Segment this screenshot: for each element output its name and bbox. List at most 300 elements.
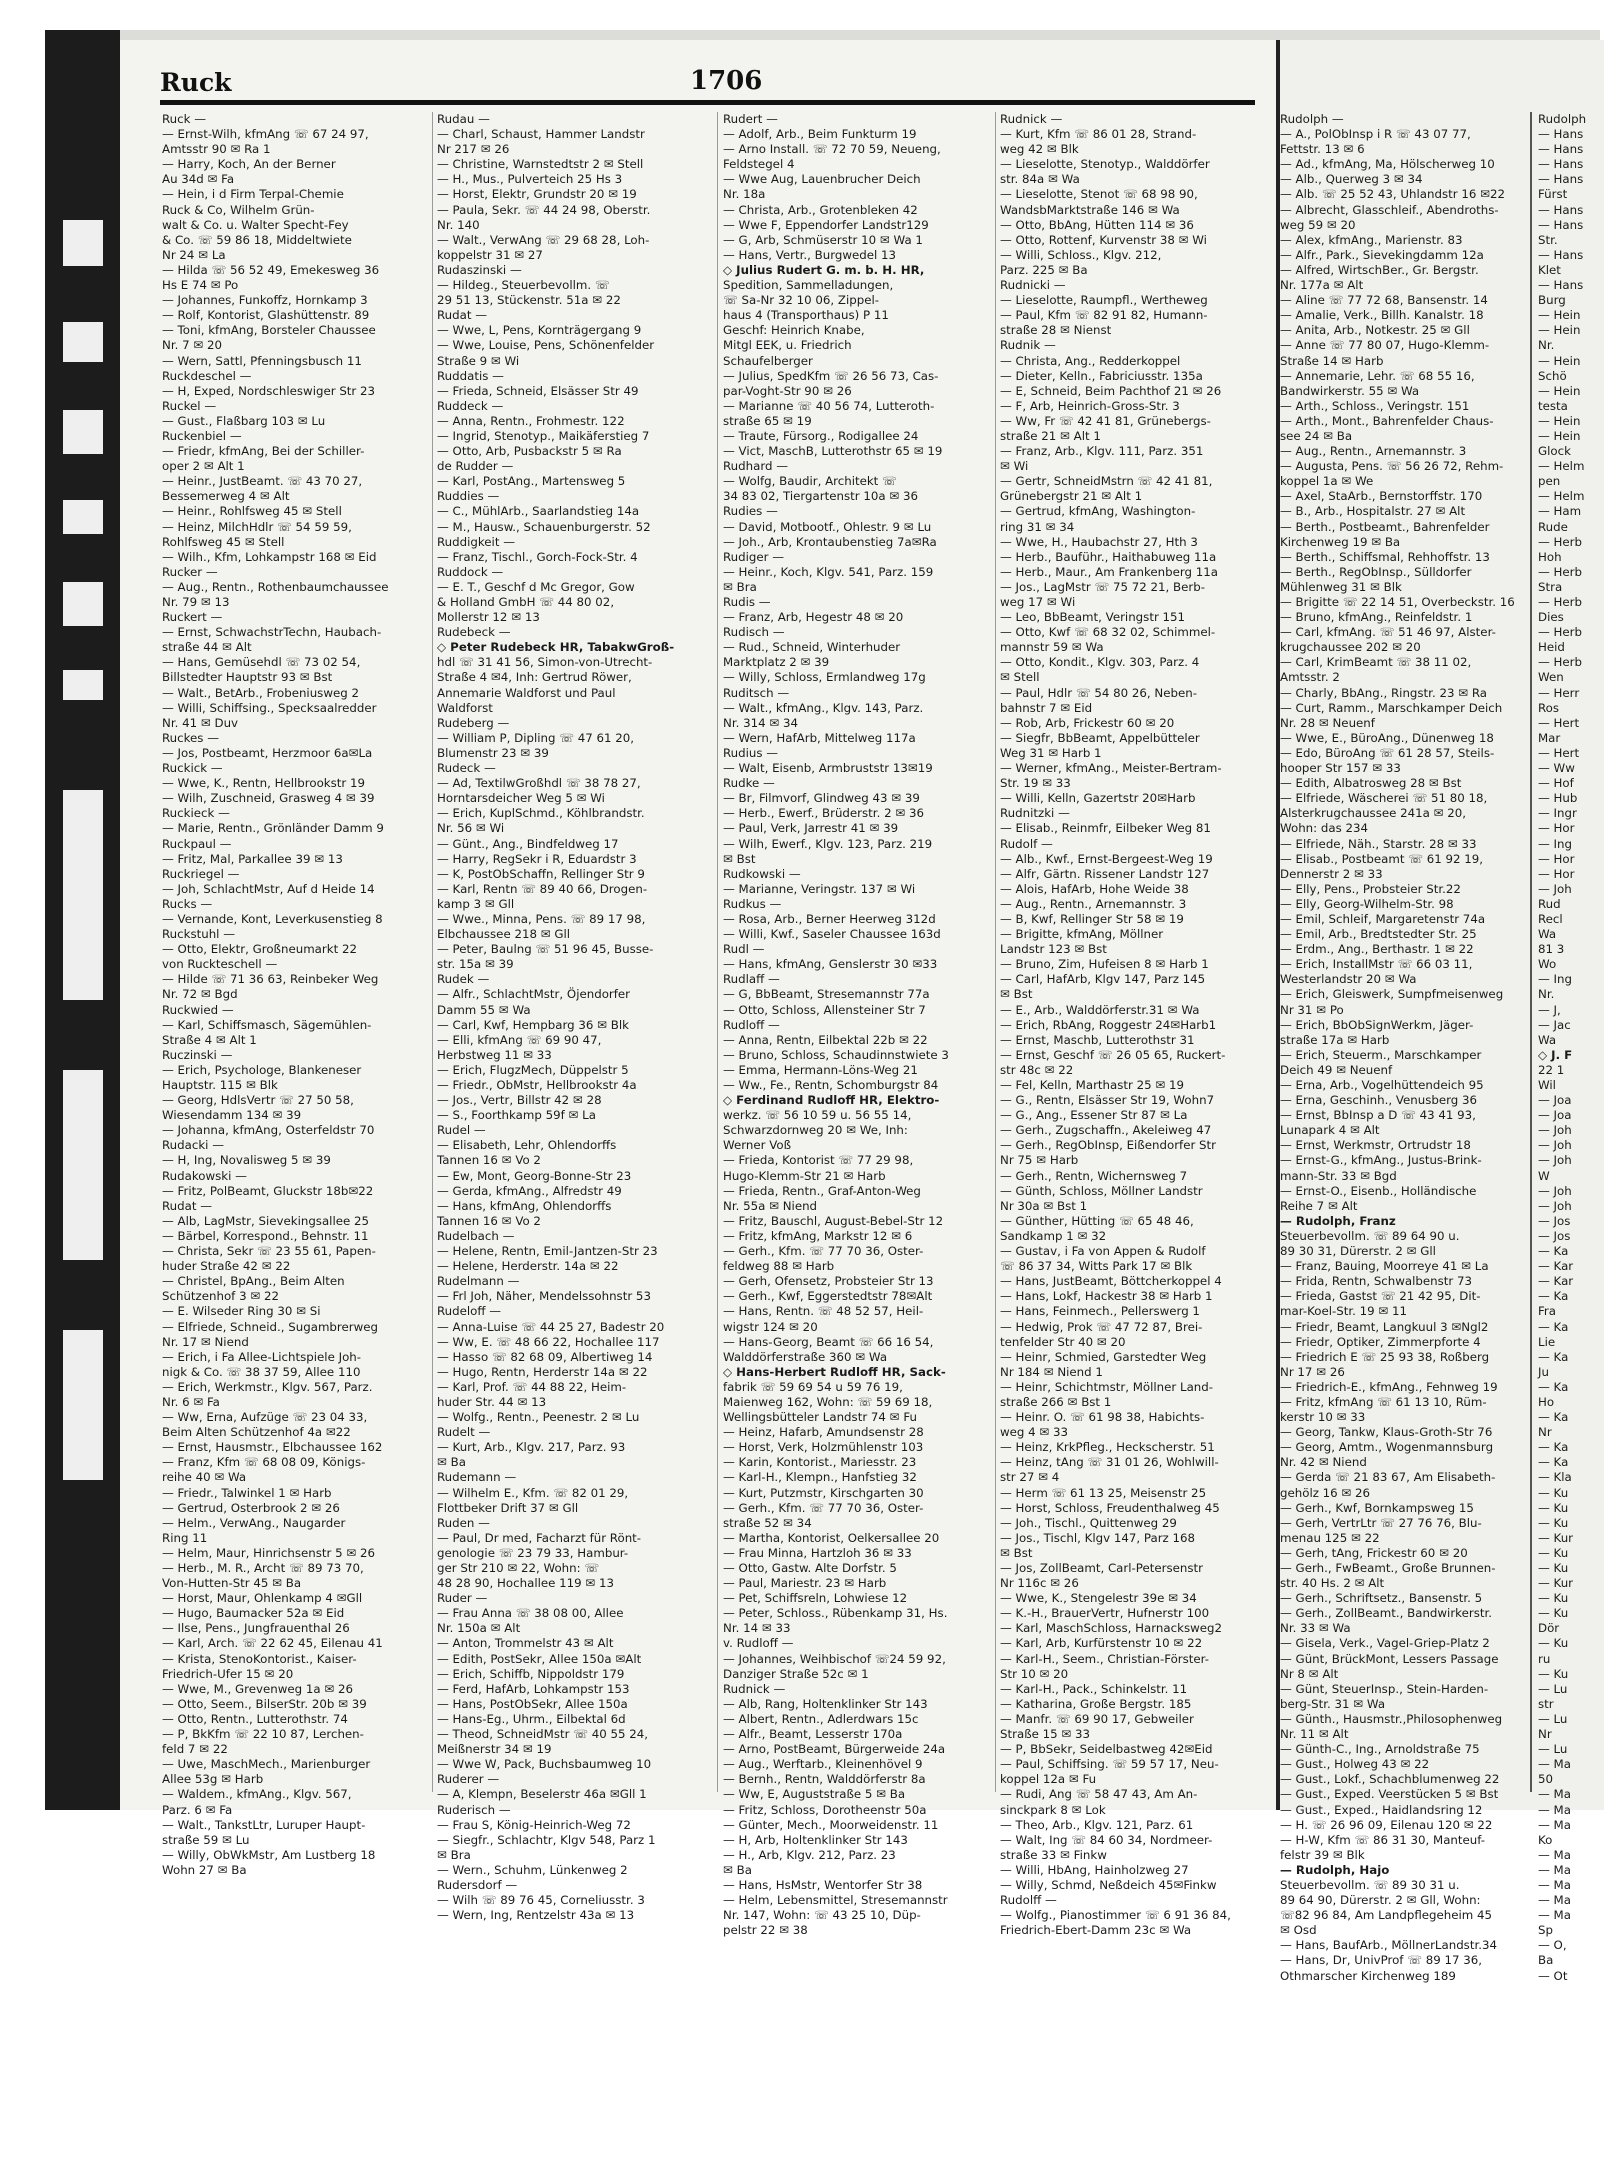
directory-entry-line: — Hasso ☏ 82 68 09, Albertiweg 14: [437, 1349, 653, 1364]
directory-entry-line: — Ww: [1538, 761, 1575, 776]
directory-entry-line: — Gerh., Kwf, Eggerstedtstr 78✉Alt: [723, 1289, 933, 1304]
directory-entry-line: — Lu: [1538, 1681, 1568, 1696]
directory-entry-line: — Wilh, Zuschneid, Grasweg 4 ✉ 39: [162, 791, 375, 806]
directory-entry-line: — Rudi, Ang ☏ 58 47 43, Am An-: [1000, 1787, 1198, 1802]
directory-entry-line: — Wwe Aug, Lauenbrucher Deich: [723, 172, 921, 187]
directory-entry-line: — Günth-C., Ing., Arnoldstraße 75: [1280, 1742, 1480, 1757]
directory-entry-line: Nr. 6 ✉ Fa: [162, 1394, 220, 1409]
directory-entry-line: Rudelmann —: [437, 1274, 520, 1289]
directory-entry-line: — Christa, Ang., Redderkoppel: [1000, 353, 1181, 368]
directory-entry-line: — Leo, BbBeamt, Veringstr 151: [1000, 610, 1186, 625]
directory-entry-line: — Gerh., Schriftsetz., Bansenstr. 5: [1280, 1591, 1483, 1606]
directory-entry-line: — H, Ing, Novalisweg 5 ✉ 39: [162, 1153, 331, 1168]
directory-entry-line: Geschf: Heinrich Knabe,: [723, 323, 865, 338]
directory-entry-line: Dör: [1538, 1621, 1560, 1636]
directory-entry-line: Tannen 16 ✉ Vo 2: [437, 1213, 541, 1228]
directory-entry-line: Amtsstr 90 ✉ Ra 1: [162, 142, 271, 157]
directory-entry-line: Ho: [1538, 1394, 1555, 1409]
directory-entry-line: — Frieda, Rentn., Graf-Anton-Weg: [723, 1183, 921, 1198]
directory-entry-line: Ring 11: [162, 1530, 208, 1545]
directory-entry-line: ◇ Ferdinand Rudloff HR, Elektro-: [723, 1093, 940, 1108]
directory-entry-line: — B., Arb., Hospitalstr. 27 ✉ Alt: [1280, 504, 1466, 519]
directory-entry-line: — Horst, Maur, Ohlenkamp 4 ✉Gll: [162, 1591, 363, 1606]
directory-entry-line: 81 3: [1538, 942, 1565, 957]
directory-entry-line: — Bärbel, Korrespond., Behnstr. 11: [162, 1228, 369, 1243]
directory-entry-line: Parz. 6 ✉ Fa: [162, 1802, 233, 1817]
directory-entry-line: — Kla: [1538, 1470, 1572, 1485]
directory-entry-line: — Otto, Rentn., Lutterothstr. 74: [162, 1711, 348, 1726]
directory-entry-line: — Arno Install. ☏ 72 70 59, Neueng,: [723, 142, 941, 157]
directory-entry-line: — Gertrud, kfmAng, Washington-: [1000, 504, 1196, 519]
directory-entry-line: — Lieselotte, Raumpfl., Wertheweg: [1000, 293, 1208, 308]
directory-entry-line: Nr. 17 ✉ Niend: [162, 1334, 249, 1349]
directory-entry-line: Rudersdorf —: [437, 1877, 518, 1892]
directory-entry-line: Nr. 56 ✉ Wi: [437, 821, 505, 836]
directory-entry-line: — Herb: [1538, 534, 1583, 549]
directory-entry-line: — Ww., Fe., Rentn, Schomburgstr 84: [723, 1078, 939, 1092]
directory-entry-line: ◇ Peter Rudebeck HR, TabakwGroß-: [437, 640, 675, 655]
directory-entry-line: — Ernst-Wilh, kfmAng ☏ 67 24 97,: [162, 127, 369, 142]
directory-entry-line: str: [1538, 1696, 1554, 1711]
directory-entry-line: — Erich, Werkmstr., Klgv. 567, Parz.: [162, 1379, 373, 1394]
directory-entry-line: — Hans, Feinmech., Pellerswerg 1: [1000, 1304, 1200, 1319]
directory-entry-line: berg-Str. 31 ✉ Wa: [1280, 1696, 1386, 1711]
directory-entry-line: Ruckick —: [162, 761, 223, 776]
directory-entry-line: — Kur: [1538, 1576, 1574, 1591]
directory-entry-line: wigstr 124 ✉ 20: [723, 1319, 818, 1334]
directory-entry-line: — Hans, kfmAng, Genslerstr 30 ✉33: [723, 957, 938, 972]
directory-entry-line: — Friedrich E ☏ 25 93 38, Roßberg: [1280, 1349, 1490, 1364]
directory-entry-line: — Jos: [1538, 1213, 1571, 1228]
directory-entry-line: — Uwe, MaschMech., Marienburger: [162, 1757, 371, 1772]
directory-entry-line: — Harry, RegSekr i R, Eduardstr 3: [437, 851, 637, 866]
directory-entry-line: Ruckwied —: [162, 1002, 234, 1017]
directory-entry-line: — Heinr., JustBeamt. ☏ 43 70 27,: [162, 474, 363, 489]
directory-entry-line: Rudkowski —: [723, 866, 801, 881]
directory-entry-line: — Erich, BbObSignWerkm, Jäger-: [1280, 1017, 1474, 1032]
directory-entry-line: — G, Arb, Schmüserstr 10 ✉ Wa 1: [723, 232, 923, 247]
directory-entry-line: v. Rudloff —: [723, 1636, 794, 1651]
directory-entry-line: Rudolf —: [1000, 836, 1053, 851]
directory-entry-line: — Carl, kfmAng. ☏ 51 46 97, Alster-: [1280, 625, 1496, 640]
directory-entry-line: Rudelbach —: [437, 1228, 515, 1243]
directory-entry-line: — Hans-Eg., Uhrm., Eilbektal 6d: [437, 1711, 626, 1726]
directory-entry-line: Steuerbevollm. ☏ 89 30 31 u.: [1280, 1877, 1460, 1892]
directory-entry-line: nigk & Co. ☏ 38 37 59, Allee 110: [162, 1364, 361, 1379]
directory-entry-line: — Wern, Sattl, Pfenningsbusch 11: [162, 353, 362, 368]
directory-entry-line: — Hildeg., Steuerbevollm. ☏: [437, 278, 610, 293]
directory-entry-line: — Karl-H., Pack., Schinkelstr. 11: [1000, 1681, 1188, 1696]
directory-entry-line: weg 59 ✉ 20: [1280, 217, 1356, 232]
directory-entry-line: — Charly, BbAng., Ringstr. 23 ✉ Ra: [1280, 685, 1488, 700]
directory-entry-line: — Wilh, Ewerf., Klgv. 123, Parz. 219: [723, 836, 933, 851]
directory-entry-line: str 48c ✉ 22: [1000, 1062, 1074, 1077]
directory-entry-line: — Heinr., Koch, Klgv. 541, Parz. 159: [723, 564, 934, 579]
directory-entry-line: — Hans, Dr, UnivProf ☏ 89 17 36,: [1280, 1953, 1482, 1968]
directory-entry-line: Deich 49 ✉ Neuenf: [1280, 1062, 1393, 1077]
directory-entry-line: — Ot: [1538, 1968, 1568, 1983]
directory-entry-line: ◇ Julius Rudert G. m. b. H. HR,: [723, 262, 925, 277]
directory-entry-line: Rudnitzki —: [1000, 806, 1070, 821]
directory-entry-line: — Ernst-O., Eisenb., Holländische: [1280, 1183, 1477, 1198]
directory-entry-line: — Hof: [1538, 776, 1574, 791]
directory-entry-line: — Christel, BpAng., Beim Alten: [162, 1274, 345, 1289]
directory-entry-line: — Paul, Schiffsing. ☏ 59 57 17, Neu-: [1000, 1757, 1219, 1772]
directory-entry-line: — Alfred, WirtschBer., Gr. Bergstr.: [1280, 262, 1479, 277]
directory-entry-line: — Heinz, Hafarb, Amundsenstr 28: [723, 1425, 924, 1440]
directory-entry-line: — Anna, Rentn., Frohmestr. 122: [437, 413, 625, 428]
directory-entry-line: — Rob, Arb, Frickestr 60 ✉ 20: [1000, 715, 1175, 730]
directory-entry-line: — Franz, Arb., Klgv. 111, Parz. 351: [1000, 444, 1204, 459]
directory-entry-line: — Willy, ObWkMstr, Am Lustberg 18: [162, 1847, 376, 1862]
directory-entry-line: Ruck & Co, Wilhelm Grün-: [162, 202, 315, 217]
directory-entry-line: — Heinz, MilchHdlr ☏ 54 59 59,: [162, 519, 352, 534]
directory-entry-line: — Ernst, Maschb, Lutterothstr 31: [1000, 1032, 1195, 1047]
directory-entry-line: — Günth, Schloss, Möllner Landstr: [1000, 1183, 1203, 1198]
directory-entry-line: Nr 24 ✉ La: [162, 247, 226, 262]
directory-entry-line: — Joh., Tischl., Quittenweg 29: [1000, 1515, 1177, 1530]
directory-entry-line: Bessemerweg 4 ✉ Alt: [162, 489, 290, 504]
directory-entry-line: — Paul, Kfm ☏ 82 91 82, Humann-: [1000, 308, 1208, 323]
directory-entry-line: — Fritz, Bauschl, August-Bebel-Str 12: [723, 1213, 944, 1228]
directory-entry-line: — Willi, Kwf., Saseler Chaussee 163d: [723, 927, 941, 942]
directory-entry-line: — Paul, Dr med, Facharzt für Rönt-: [437, 1530, 642, 1545]
directory-entry-line: — Wern, HafArb, Mittelweg 117a: [723, 730, 916, 745]
directory-entry-line: — Herb., Maur., Am Frankenberg 11a: [1000, 564, 1218, 579]
directory-entry-line: Ruden —: [437, 1515, 490, 1530]
directory-entry-line: Nr. 147, Wohn: ☏ 43 25 10, Düp-: [723, 1908, 921, 1923]
directory-entry-line: Wohn 27 ✉ Ba: [162, 1862, 247, 1877]
directory-entry-line: Str. 19 ✉ 33: [1000, 776, 1071, 791]
directory-entry-line: — Carl, Kwf, Hempbarg 36 ✉ Blk: [437, 1017, 629, 1032]
directory-entry-line: — Joh: [1538, 1138, 1572, 1153]
directory-entry-line: — Wwe, H., Haubachstr 27, Hth 3: [1000, 534, 1198, 549]
directory-entry-line: — Ernst, SchwachstrTechn, Haubach-: [162, 625, 382, 640]
directory-entry-line: — Berth., RegObInsp., Sülldorfer: [1280, 564, 1472, 579]
directory-entry-line: — Gust., Holweg 43 ✉ 22: [1280, 1757, 1430, 1772]
directory-entry-line: — Vernande, Kont, Leverkusenstieg 8: [162, 911, 383, 926]
directory-entry-line: Grünebergstr 21 ✉ Alt 1: [1000, 489, 1143, 504]
directory-entry-line: ✉ Ba: [723, 1862, 752, 1877]
directory-entry-line: — Ma: [1538, 1787, 1571, 1802]
directory-entry-line: — Hans, Vertr., Burgwedel 13: [723, 247, 897, 262]
directory-entry-line: — E, Schneid, Beim Pachthof 21 ✉ 26: [1000, 383, 1222, 398]
directory-entry-line: Hauptstr. 115 ✉ Blk: [162, 1078, 278, 1092]
directory-entry-line: — Elfriede, Näh., Starstr. 28 ✉ 33: [1280, 836, 1477, 851]
directory-entry-line: — Erna, Arb., Vogelhüttendeich 95: [1280, 1078, 1484, 1092]
directory-entry-line: — Wwe F, Eppendorfer Landstr129: [723, 217, 929, 232]
directory-entry-line: — Erich, Psychologe, Blankeneser: [162, 1062, 362, 1077]
directory-entry-line: — Harry, Koch, An der Berner: [162, 157, 336, 172]
directory-entry-line: — Wern., Schuhm, Lünkenweg 2: [437, 1862, 628, 1877]
directory-entry-line: — Bruno, Zim, Hufeisen 8 ✉ Harb 1: [1000, 957, 1209, 972]
directory-entry-line: — Hans, JustBeamt, Böttcherkoppel 4: [1000, 1274, 1222, 1289]
directory-entry-line: — Ku: [1538, 1591, 1569, 1606]
directory-entry-line: — Joh: [1538, 1153, 1572, 1168]
directory-entry-line: Marktplatz 2 ✉ 39: [723, 655, 830, 670]
directory-entry-line: Ros: [1538, 700, 1560, 715]
directory-entry-line: — Günter, Mech., Moorweidenstr. 11: [723, 1817, 939, 1832]
directory-entry-line: — Otto, Gastw. Alte Dorfstr. 5: [723, 1561, 897, 1575]
directory-entry-line: — Helm, Maur, Hinrichsenstr 5 ✉ 26: [162, 1545, 376, 1560]
directory-entry-line: Dennerstr 2 ✉ 33: [1280, 866, 1383, 881]
directory-entry-line: Ruddeck —: [437, 398, 504, 413]
directory-entry-line: — Herm ☏ 61 13 25, Meisenstr 25: [1000, 1485, 1207, 1500]
directory-entry-line: Ruckpaul —: [162, 836, 232, 851]
directory-entry-line: straße 17a ✉ Harb: [1280, 1032, 1390, 1047]
directory-entry-line: — Wern, Ing, Rentzelstr 43a ✉ 13: [437, 1908, 635, 1923]
directory-entry-line: Str.: [1538, 232, 1558, 247]
directory-entry-line: — Alfr., SchlachtMstr, Öjendorfer: [437, 987, 631, 1002]
directory-entry-line: ✉ Osd: [1280, 1923, 1317, 1938]
facing-column-divider: [1530, 112, 1532, 1792]
directory-entry-line: Bandwirkerstr. 55 ✉ Wa: [1280, 383, 1420, 398]
directory-entry-line: Nr. 150a ✉ Alt: [437, 1621, 521, 1636]
directory-entry-line: Recl: [1538, 911, 1563, 926]
directory-entry-line: von Ruckteschell —: [162, 957, 278, 972]
directory-entry-line: — Hans, Lokf, Hackestr 38 ✉ Harb 1: [1000, 1289, 1213, 1304]
directory-entry-line: — Pet, Schiffsreln, Lohwiese 12: [723, 1591, 908, 1606]
directory-entry-line: — Wolfg., Pianostimmer ☏ 6 91 36 84,: [1000, 1908, 1231, 1923]
directory-entry-line: ✉ Bst: [723, 851, 756, 866]
directory-entry-line: Rudis —: [723, 595, 771, 609]
directory-entry-line: — Emil, Schleif, Margaretenstr 74a: [1280, 911, 1486, 926]
directory-entry-line: — Alb., Querweg 3 ✉ 34: [1280, 172, 1423, 187]
directory-entry-line: — Brigitte, kfmAng, Möllner: [1000, 927, 1164, 942]
directory-entry-line: — F, Arb, Heinrich-Gross-Str. 3: [1000, 398, 1180, 413]
directory-entry-line: — Ka: [1538, 1244, 1569, 1259]
directory-entry-line: — O,: [1538, 1938, 1567, 1953]
directory-entry-line: — Karl, Schiffsmasch, Sägemühlen-: [162, 1017, 372, 1032]
directory-entry-line: — Erdm., Ang., Berthastr. 1 ✉ 22: [1280, 942, 1474, 957]
directory-entry-line: — Joh., Arb, Krontaubenstieg 7a✉Ra: [723, 534, 937, 549]
directory-entry-line: — Ernst, BbInsp a D ☏ 43 41 93,: [1280, 1108, 1476, 1123]
directory-entry-line: — Hor: [1538, 866, 1575, 881]
directory-entry-line: — Heinr. O. ☏ 61 98 38, Habichts-: [1000, 1410, 1205, 1425]
directory-entry-line: str 27 ✉ 4: [1000, 1470, 1060, 1485]
directory-entry-line: — Hedwig, Prok ☏ 47 72 87, Brei-: [1000, 1319, 1203, 1334]
directory-entry-line: — Gust., Flaßbarg 103 ✉ Lu: [162, 413, 326, 428]
directory-entry-line: — Ad., kfmAng, Ma, Hölscherweg 10: [1280, 157, 1495, 172]
directory-entry-line: — Hans: [1538, 278, 1584, 293]
directory-entry-line: Wo: [1538, 957, 1557, 972]
directory-entry-line: — Ka: [1538, 1319, 1569, 1334]
directory-entry-line: — Emil, Arb., Bredtstedter Str. 25: [1280, 927, 1477, 942]
directory-entry-line: hdl ☏ 31 41 56, Simon-von-Utrecht-: [437, 655, 653, 670]
directory-entry-line: — Ka: [1538, 1289, 1569, 1304]
directory-entry-line: Ruckenbiel —: [162, 428, 242, 443]
directory-entry-line: Ruddatis —: [437, 368, 504, 383]
directory-entry-line: haus 4 (Transporthaus) P 11: [723, 308, 889, 323]
directory-entry-line: — Hugo, Rentn, Herderstr 14a ✉ 22: [437, 1364, 648, 1379]
directory-entry-line: — Ham: [1538, 504, 1582, 519]
directory-entry-line: Nr. 11 ✉ Alt: [1280, 1727, 1349, 1742]
directory-entry-line: — Ka: [1538, 1410, 1569, 1425]
directory-entry-line: Tannen 16 ✉ Vo 2: [437, 1153, 541, 1168]
directory-entry-line: Wa: [1538, 927, 1557, 942]
directory-entry-line: — Hein: [1538, 428, 1581, 443]
directory-entry-line: — Annemarie, Lehr. ☏ 68 55 16,: [1280, 368, 1475, 383]
directory-entry-line: — Willi, Schloss., Klgv. 212,: [1000, 247, 1162, 262]
directory-entry-line: krugchaussee 202 ✉ 20: [1280, 640, 1421, 655]
directory-entry-line: — Ingr: [1538, 806, 1577, 821]
directory-entry-line: — Fel, Kelln, Marthastr 25 ✉ 19: [1000, 1078, 1185, 1092]
directory-entry-line: — Gerh., Kfm. ☏ 77 70 36, Oster-: [723, 1244, 924, 1259]
directory-entry-line: — Karl-H., Klempn., Hanfstieg 32: [723, 1470, 917, 1485]
directory-entry-line: — Friedr, Beamt, Langkuul 3 ✉Ngl2: [1280, 1319, 1489, 1334]
directory-entry-line: — Wilh ☏ 89 76 45, Corneliusstr. 3: [437, 1893, 645, 1908]
directory-entry-line: — Ww, Fr ☏ 42 41 81, Grünebergs-: [1000, 413, 1211, 428]
directory-entry-line: — A, Klempn, Beselerstr 46a ✉Gll 1: [437, 1787, 647, 1802]
directory-entry-line: weg 4 ✉ 33: [1000, 1425, 1069, 1440]
directory-entry-line: Rudiger —: [723, 549, 785, 564]
directory-entry-line: — Rolf, Kontorist, Glashüttenstr. 89: [162, 308, 370, 323]
directory-entry-line: — Frau Anna ☏ 38 08 00, Allee: [437, 1606, 624, 1621]
directory-entry-line: — Ka: [1538, 1379, 1569, 1394]
directory-entry-line: — Martha, Kontorist, Oelkersallee 20: [723, 1530, 940, 1545]
directory-entry-line: — Paula, Sekr. ☏ 44 24 98, Oberstr.: [437, 202, 651, 217]
directory-entry-line: — Aug., Werftarb., Kleinenhövel 9: [723, 1757, 923, 1772]
directory-entry-line: — Elly, Georg-Wilhelm-Str. 98: [1280, 896, 1454, 911]
directory-entry-line: — Wwe, Louise, Pens, Schönenfelder: [437, 338, 655, 353]
directory-entry-line: — Wolfg., Rentn., Peenestr. 2 ✉ Lu: [437, 1410, 640, 1425]
directory-entry-line: — Ku: [1538, 1606, 1569, 1621]
directory-entry-line: — Wwe, K., Rentn, Hellbrookstr 19: [162, 776, 366, 791]
directory-entry-line: — Anna-Luise ☏ 44 25 27, Badestr 20: [437, 1319, 665, 1334]
directory-entry-line: WandsbMarktstraße 146 ✉ Wa: [1000, 202, 1180, 217]
directory-entry-line: 34 83 02, Tiergartenstr 10a ✉ 36: [723, 489, 918, 504]
directory-entry-line: tenfelder Str 40 ✉ 20: [1000, 1334, 1126, 1349]
directory-entry-line: — Christa, Sekr ☏ 23 55 61, Papen-: [162, 1244, 376, 1259]
directory-entry-line: Nr: [1538, 1727, 1552, 1742]
directory-entry-line: Fra: [1538, 1304, 1557, 1319]
directory-entry-line: Nr. 28 ✉ Neuenf: [1280, 715, 1375, 730]
directory-entry-line: — Karin, Kontorist., Mariesstr. 23: [723, 1455, 917, 1470]
directory-entry-line: Ruder —: [437, 1591, 488, 1606]
directory-entry-line: — Emma, Hermann-Löns-Weg 21: [723, 1062, 918, 1077]
directory-entry-line: bahnstr 7 ✉ Eid: [1000, 700, 1093, 715]
directory-entry-line: — Ad, TextilwGroßhdl ☏ 38 78 27,: [437, 776, 641, 791]
directory-entry-line: — Kurt, Putzmstr, Kirschgarten 30: [723, 1485, 924, 1500]
directory-entry-line: — Heinz, tAng ☏ 31 01 26, Wohlwill-: [1000, 1455, 1219, 1470]
directory-entry-line: — Walt, Ing ☏ 84 60 34, Nordmeer-: [1000, 1832, 1213, 1847]
directory-entry-line: ✉ Bst: [1000, 987, 1033, 1002]
directory-entry-line: — Frau S, König-Heinrich-Weg 72: [437, 1817, 631, 1832]
directory-entry-line: — Helm., VerwAng., Naugarder: [162, 1515, 346, 1530]
directory-entry-line: Rudke —: [723, 776, 775, 791]
directory-entry-line: — Ing: [1538, 836, 1572, 851]
directory-entry-line: — Hert: [1538, 745, 1580, 760]
directory-entry-line: 48 28 90, Hochallee 119 ✉ 13: [437, 1576, 615, 1591]
directory-entry-line: — Erich, InstallMstr ☏ 66 03 11,: [1280, 957, 1473, 972]
directory-entry-line: — Horst, Verk, Holzmühlenstr 103: [723, 1440, 924, 1455]
directory-entry-line: Nr. 14 ✉ 33: [723, 1621, 791, 1636]
directory-entry-line: — Erich, FlugzMech, Düppelstr 5: [437, 1062, 629, 1077]
directory-entry-line: — Karl, PostAng., Martensweg 5: [437, 474, 626, 489]
directory-entry-line: — Helm: [1538, 459, 1585, 474]
directory-entry-line: — Gust., Exped. Veerstücken 5 ✉ Bst: [1280, 1787, 1499, 1802]
directory-entry-line: Mar: [1538, 730, 1561, 745]
directory-entry-line: — P, BbSekr, Seidelbastweg 42✉Eid: [1000, 1742, 1213, 1757]
directory-entry-line: straße 59 ✉ Lu: [162, 1832, 250, 1847]
directory-entry-line: — Heinr., Rohlfsweg 45 ✉ Stell: [162, 504, 342, 519]
directory-entry-line: — William P, Dipling ☏ 47 61 20,: [437, 730, 635, 745]
directory-entry-line: — Joh: [1538, 1198, 1572, 1213]
directory-entry-line: pelstr 22 ✉ 38: [723, 1923, 808, 1938]
directory-entry-line: — Rudolph, Hajo: [1280, 1862, 1390, 1877]
directory-entry-line: Rudat —: [162, 1198, 213, 1213]
directory-entry-line: — Otto, Elektr, Großneumarkt 22: [162, 942, 357, 957]
directory-entry-line: — Herb: [1538, 625, 1583, 640]
directory-entry-line: Wohn: das 234: [1280, 821, 1368, 836]
directory-entry-line: Nr 116c ✉ 26: [1000, 1576, 1079, 1591]
directory-entry-line: — Alfr., Park., Sievekingdamm 12a: [1280, 247, 1484, 262]
directory-entry-line: — Marie, Rentn., Grönländer Damm 9: [162, 821, 384, 836]
directory-entry-line: — Bruno, kfmAng., Reinfeldstr. 1: [1280, 610, 1473, 625]
directory-entry-line: Rud: [1538, 896, 1561, 911]
directory-entry-line: ring 31 ✉ 34: [1000, 519, 1075, 534]
directory-entry-line: — Hein: [1538, 383, 1581, 398]
directory-entry-line: Weg 31 ✉ Harb 1: [1000, 745, 1102, 760]
directory-entry-line: Nr 17 ✉ 26: [1280, 1364, 1345, 1379]
directory-entry-line: Nr.: [1538, 987, 1555, 1002]
directory-entry-line: kamp 3 ✉ Gll: [437, 896, 515, 911]
directory-entry-line: Ko: [1538, 1832, 1553, 1847]
running-headword: Ruck: [160, 68, 232, 97]
directory-entry-line: ✉ Wi: [1000, 459, 1029, 474]
column-divider: [717, 112, 718, 1792]
directory-entry-line: — Hans, HsMstr, Wentorfer Str 38: [723, 1877, 923, 1892]
directory-entry-line: Ruckel —: [162, 398, 217, 413]
directory-entry-line: feld 7 ✉ 22: [162, 1742, 228, 1757]
directory-entry-line: Rudolff —: [1000, 1893, 1057, 1908]
directory-entry-line: — Paul, Verk, Jarrestr 41 ✉ 39: [723, 821, 899, 836]
directory-column-1: [162, 112, 426, 1877]
directory-entry-line: Nr 217 ✉ 26: [437, 142, 510, 157]
directory-entry-line: — Alois, HafArb, Hohe Weide 38: [1000, 881, 1189, 896]
directory-entry-line: koppel 1a ✉ We: [1280, 474, 1374, 489]
directory-entry-line: — Aline ☏ 77 72 68, Bansenstr. 14: [1280, 293, 1488, 308]
directory-entry-line: ☏ Sa-Nr 32 10 06, Zippel-: [723, 293, 880, 308]
directory-entry-line: — Ww, Erna, Aufzüge ☏ 23 04 33,: [162, 1410, 368, 1425]
directory-entry-line: Rohlfsweg 45 ✉ Stell: [162, 534, 285, 549]
directory-entry-line: Straße 14 ✉ Harb: [1280, 353, 1384, 368]
directory-entry-line: — Willi, Kelln, Gazertstr 20✉Harb: [1000, 791, 1196, 806]
directory-entry-line: — Siegfr., Schlachtr, Klgv 548, Parz 1: [437, 1832, 656, 1847]
directory-entry-line: Au 34d ✉ Fa: [162, 172, 235, 187]
directory-entry-line: Ba: [1538, 1953, 1554, 1968]
directory-entry-line: Werner Voß: [723, 1138, 792, 1153]
directory-entry-line: Straße 15 ✉ 33: [1000, 1727, 1091, 1742]
directory-entry-line: — Johannes, Funkoffz, Hornkamp 3: [162, 293, 368, 308]
directory-entry-line: — Herb: [1538, 595, 1583, 609]
directory-entry-line: — Georg, Tankw, Klaus-Groth-Str 76: [1280, 1425, 1493, 1440]
directory-entry-line: Wen: [1538, 670, 1564, 685]
directory-entry-line: — Peter, Schloss., Rübenkamp 31, Hs.: [723, 1606, 948, 1621]
directory-entry-line: — Frau Minna, Hartzloh 36 ✉ 33: [723, 1545, 912, 1560]
directory-entry-line: Rudnick —: [723, 1681, 786, 1696]
directory-entry-line: — Hor: [1538, 851, 1575, 866]
directory-entry-line: — Günther, Hütting ☏ 65 48 46,: [1000, 1213, 1194, 1228]
directory-entry-line: Friedrich-Ufer 15 ✉ 20: [162, 1666, 294, 1681]
directory-entry-line: — H, Exped, Nordschleswiger Str 23: [162, 383, 376, 398]
directory-entry-line: — Kar: [1538, 1259, 1574, 1274]
directory-entry-line: ger Str 210 ✉ 22, Wohn: ☏: [437, 1561, 600, 1575]
directory-entry-line: — Gerh., Kwf, Bornkampsweg 15: [1280, 1500, 1474, 1515]
directory-entry-line: — Frieda, Gastst ☏ 21 42 95, Dit-: [1280, 1289, 1481, 1304]
directory-entry-line: Flottbeker Drift 37 ✉ Gll: [437, 1500, 579, 1515]
directory-entry-line: — Waldem., kfmAng., Klgv. 567,: [162, 1787, 352, 1802]
